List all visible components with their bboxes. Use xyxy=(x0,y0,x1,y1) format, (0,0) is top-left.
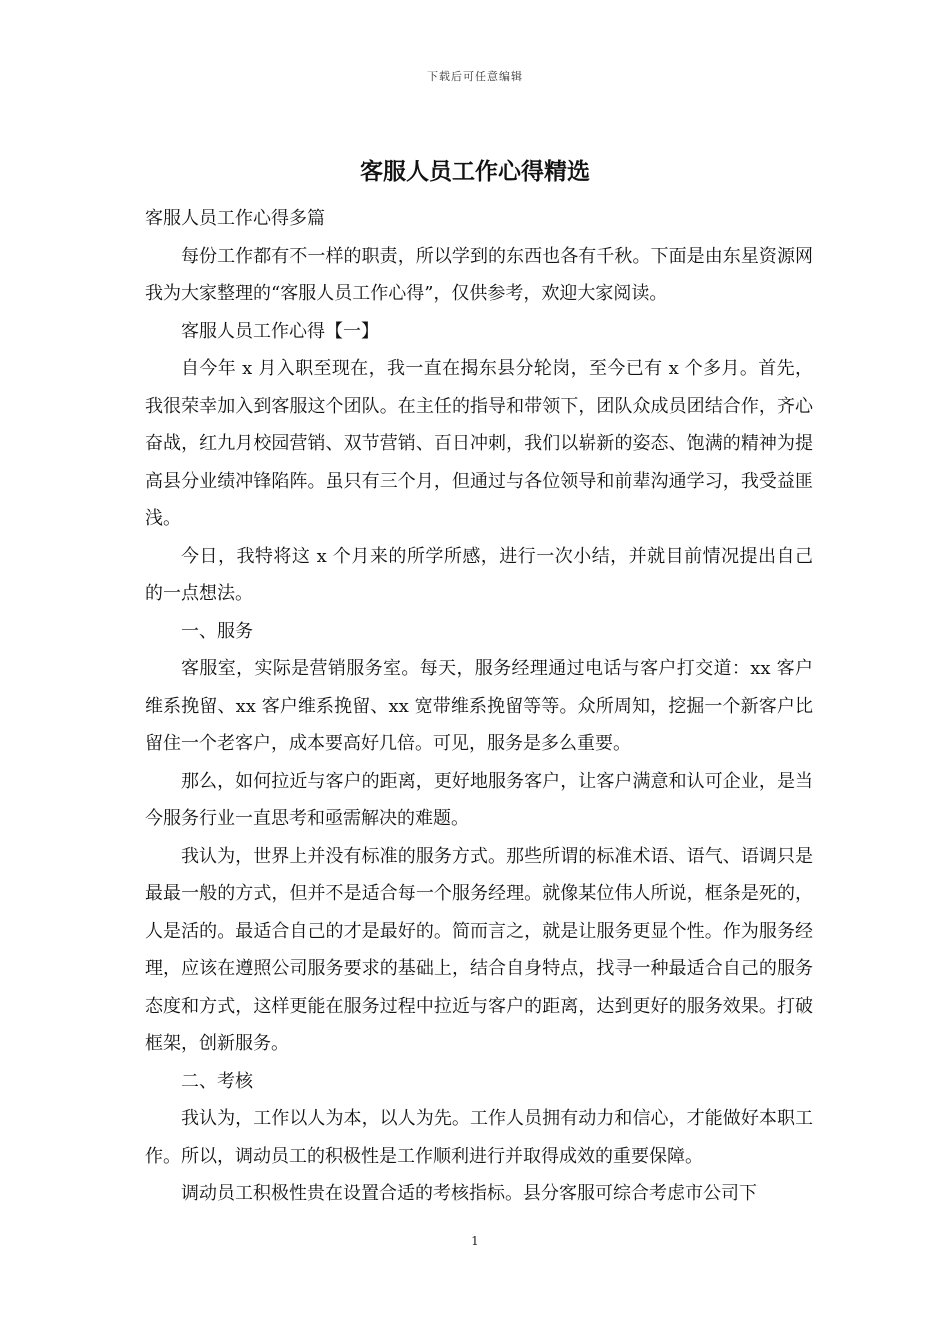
body-paragraph: 每份工作都有不一样的职责，所以学到的东西也各有千秋。下面是由东星资源网我为大家整理的“客服人员工作心得”，仅供参考，欢迎大家阅读。 xyxy=(145,245,813,304)
body-paragraph: 我认为，世界上并没有标准的服务方式。那些所谓的标准术语、语气、语调只是最最一般的方式，但并不是适合每一个服务经理。就像某位伟人所说，框条是死的，人是活的。最适合自己的才是最好的。简而言之，就是让服务更显个性。作为服务经理，应该在遵照公司服务要求的基础上，结合自身特点，找寻一种最适合自己的服务态度和方式，这样更能在服务过程中拉近与客户的距离，达到更好的服务效果。打破框架，创新服务。 xyxy=(145,845,813,1054)
page-number: 1 xyxy=(471,1234,479,1248)
section-heading-part-one: 客服人员工作心得【一】 xyxy=(181,320,379,342)
page-header-note: 下载后可任意编辑 xyxy=(427,70,523,83)
body-paragraph: 客服室，实际是营销服务室。每天，服务经理通过电话与客户打交道：xx 客户维系挽留、xx 客户维系挽留、xx 宽带维系挽留等等。众所周知，挖掘一个新客户比留住一个老客户，成本要高好几倍。可见，服务是多么重要。 xyxy=(145,658,813,754)
body-paragraph: 那么，如何拉近与客户的距离，更好地服务客户，让客户满意和认可企业，是当今服务行业一直思考和亟需解决的难题。 xyxy=(145,770,813,829)
body-paragraph: 我认为，工作以人为本，以人为先。工作人员拥有动力和信心，才能做好本职工作。所以，调动员工的积极性是工作顺利进行并取得成效的重要保障。 xyxy=(145,1108,813,1167)
document-title: 客服人员工作心得精选 xyxy=(360,158,590,185)
body-paragraph: 自今年 x 月入职至现在，我一直在揭东县分轮岗，至今已有 x 个多月。首先，我很荣幸加入到客服这个团队。在主任的指导和带领下，团队众成员团结合作，齐心奋战，红九月校园营销、双节营销、百日冲刺，我们以崭新的姿态、饱满的精神为提高县分业绩冲锋陷阵。虽只有三个月，但通过与各位领导和前辈沟通学习，我受益匪浅。 xyxy=(145,358,813,529)
document-body xyxy=(145,200,813,1213)
body-paragraph: 调动员工积极性贵在设置合适的考核指标。县分客服可综合考虑市公司下 xyxy=(181,1183,757,1204)
document-subtitle: 客服人员工作心得多篇 xyxy=(145,208,325,229)
section-heading-assessment: 二、考核 xyxy=(181,1070,253,1092)
section-heading-service: 一、服务 xyxy=(181,620,253,642)
body-paragraph: 今日，我特将这 x 个月来的所学所感，进行一次小结，并就目前情况提出自己的一点想法。 xyxy=(145,545,813,604)
